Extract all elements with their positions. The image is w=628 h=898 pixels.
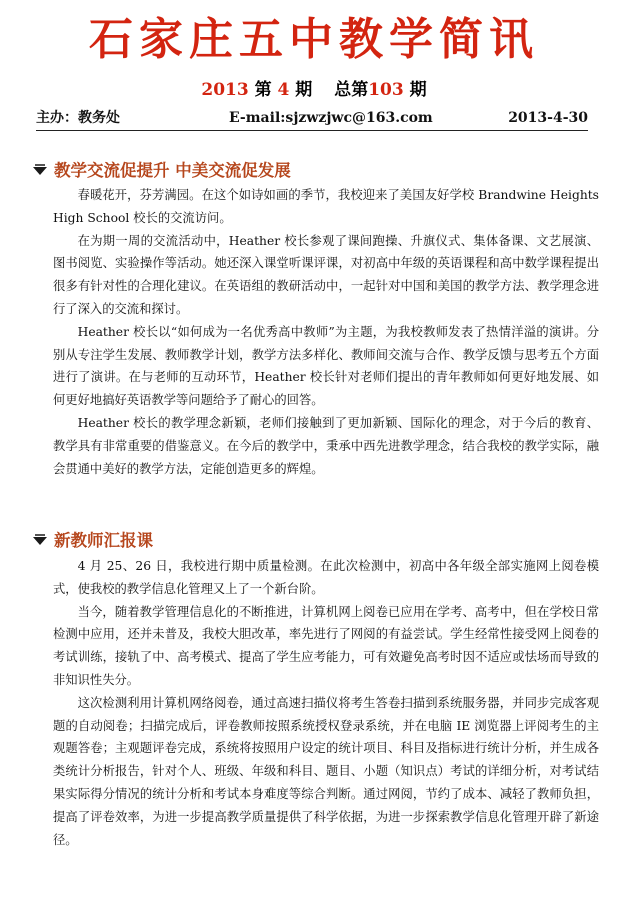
masthead-title: 石家庄五中教学简讯: [89, 14, 539, 65]
section-body: [53, 555, 599, 851]
issue-number: 4: [277, 80, 290, 100]
paragraph: 在为期一周的交流活动中，Heather 校长参观了课间跑操、升旗仪式、集体备课、文艺展演、图书阅览、实验操作等活动。她还深入课堂听课评课，对初高中年级的英语课程和高中数学课程提出很多有针对性的合理化建议。在英语组的教研活动中，一起针对中国和美国的教学方法、教学理念进行了深入的交流和探讨。: [53, 233, 599, 316]
paragraph: Heather 校长的教学理念新颖，老师们接触到了更加新颖、国际化的理念，对于今后的教育、教学具有非常重要的借鉴意义。在今后的教学中，秉承中西先进教学理念，结合我校的教学实际，融会贯通中美好的教学方法，定能创造更多的辉煌。: [53, 415, 599, 476]
paragraph: Heather 校长以“如何成为一名优秀高中教师”为主题，为我校教师发表了热情洋溢的演讲。分别从专注学生发展、教师教学计划，教学方法多样化、教师间交流与合作、教学反馈与思考五个方面进行了演讲。在与老师的互动环节，Heather 校长针对老师们提出的青年教师如何更好地发展、如何更好地搞好英语教学等问题给予了耐心的回答。: [53, 324, 599, 408]
issue-year: 2013: [201, 80, 249, 100]
publish-date: 2013-4-30: [508, 110, 588, 126]
issue-qi: 期: [295, 80, 313, 100]
paragraph: 春暖花开，芬芳满园。在这个如诗如画的季节，我校迎来了美国友好学校 Brandwine Heights High School 校长的交流访问。: [53, 188, 599, 225]
section-heading-text: 新教师汇报课: [54, 531, 153, 550]
info-bar: [36, 108, 588, 131]
paragraph: 4 月 25、26 日，我校进行期中质量检测。在此次检测中，初高中各年级全部实施网上阅卷模式，使我校的教学信息化管理又上了一个新台阶。: [53, 559, 599, 596]
organizer-label: 主办：教务处: [36, 110, 120, 126]
section-heading: [32, 530, 153, 552]
section-heading: [32, 160, 291, 182]
section-body: [53, 184, 599, 480]
issue-total-prefix: 总第: [334, 80, 369, 100]
email-address: E-mail:sjzwzjwc@163.com: [229, 110, 433, 126]
issue-di: 第: [254, 80, 272, 100]
section-heading-text: 教学交流促提升 中美交流促发展: [54, 161, 291, 180]
diamond-bullet-icon: [32, 162, 48, 178]
paragraph: 当今，随着教学管理信息化的不断推进，计算机网上阅卷已应用在学考、高考中，但在学校日常检测中应用，还并未普及，我校大胆改革，率先进行了网阅的有益尝试。学生经常性接受网上阅卷的考试训练，接轨了中、高考模式、提高了学生应考能力，可有效避免高考时因不适应或怯场而导致的非知识性失分。: [53, 604, 599, 687]
paragraph: 这次检测利用计算机网络阅卷，通过高速扫描仪将考生答卷扫描到系统服务器，并同步完成客观题的自动阅卷；扫描完成后，评卷教师按照系统授权登录系统，并在电脑 IE 浏览器上评阅考生的主观题答卷；主观题评卷完成，系统将按照用户设定的统计项目、科目及指标进行统计分析，并生成各类统计分析报告，针对个人、班级、年级和科目、题目、小题（知识点）考试的详细分析，对考试结果实际得分情况的统计分析和考试本身难度等综合判断。通过网阅，节约了成本、减轻了教师负担，提高了评卷效率，为进一步提高教学质量提供了科学依据，为进一步探索教学信息化管理开辟了新途径。: [53, 695, 599, 847]
issue-total-qi: 期: [409, 80, 427, 100]
diamond-bullet-icon: [32, 532, 48, 548]
issue-total-number: 103: [368, 80, 404, 100]
issue-line: [0, 78, 628, 102]
